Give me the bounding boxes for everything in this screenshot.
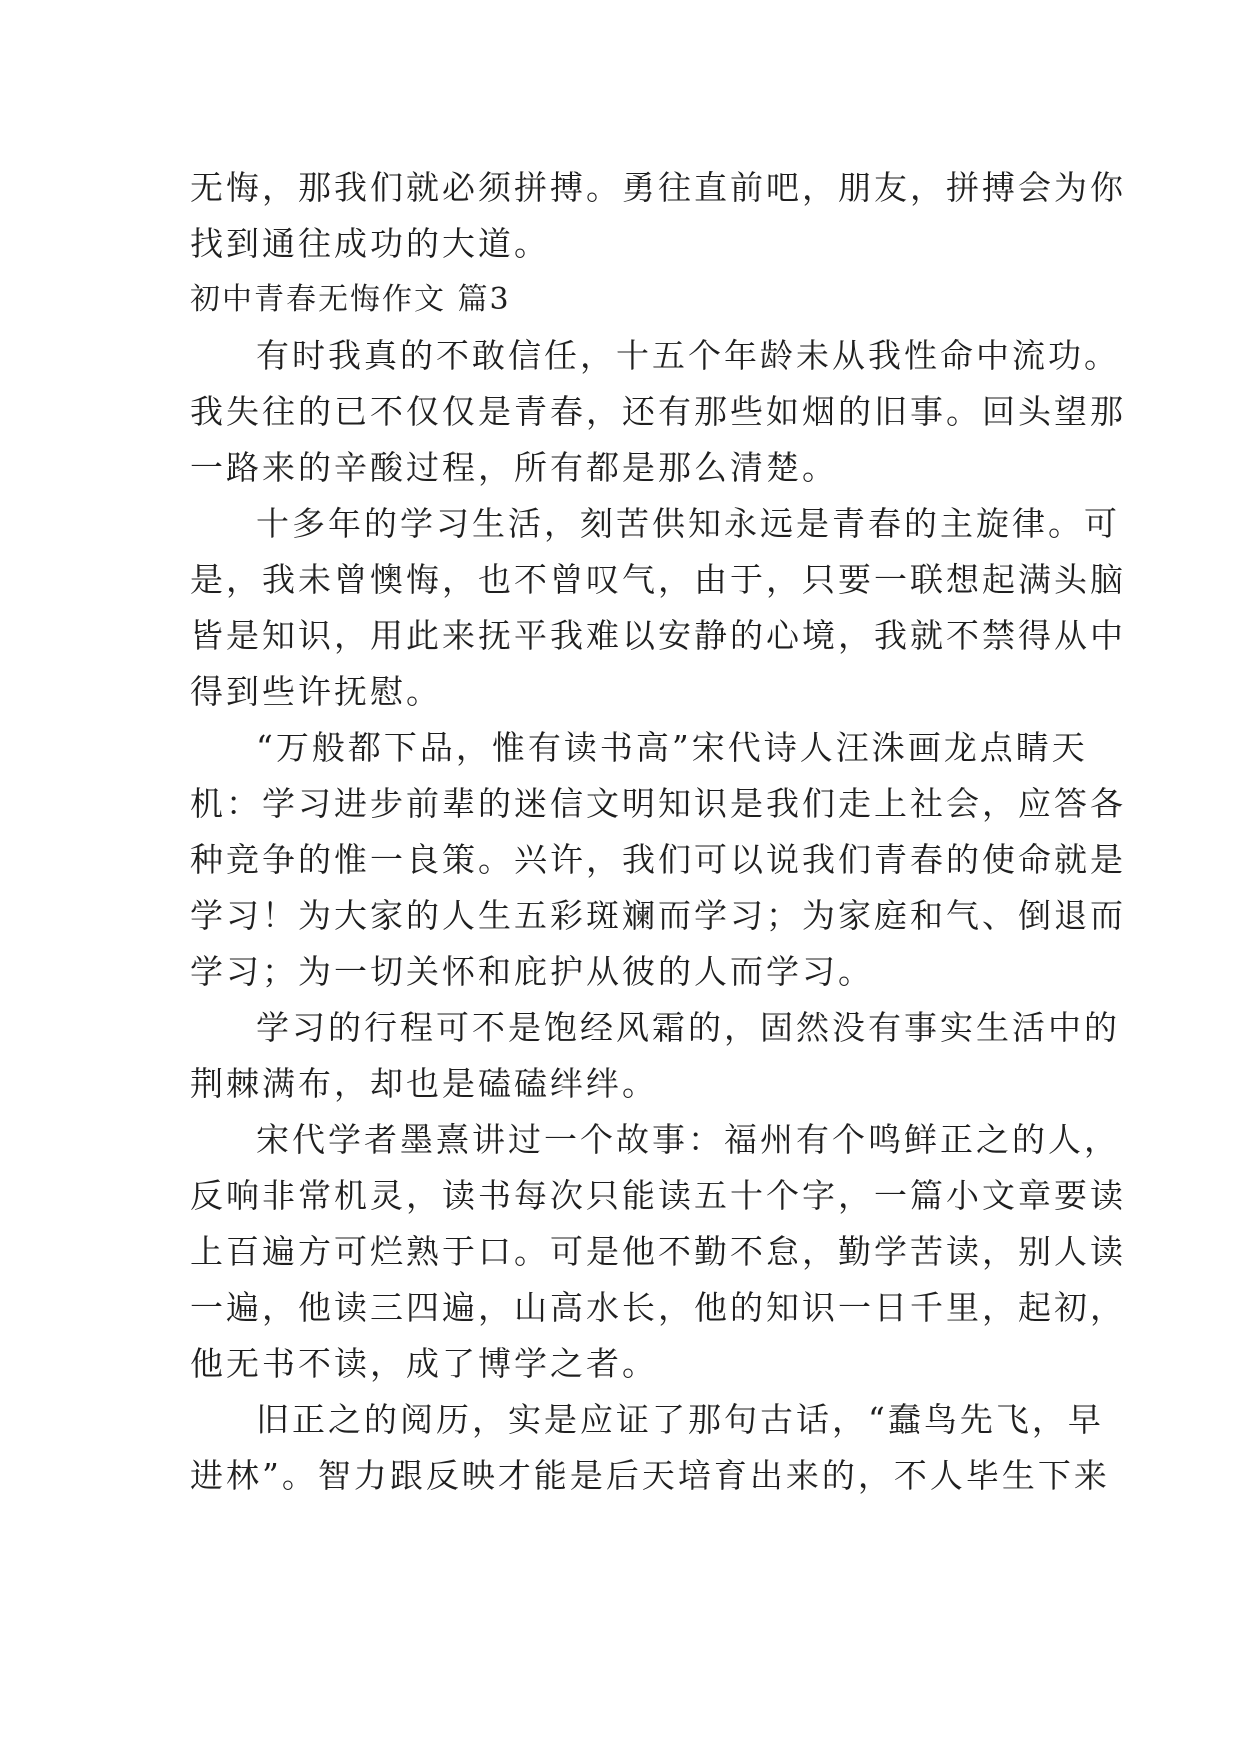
text-line: 得到些许抚慰。 xyxy=(190,672,442,711)
text-line: 学习的行程可不是饱经风霜的，固然没有事实生活中的 xyxy=(256,1008,1120,1047)
text-line: 是，我未曾懊悔，也不曾叹气，由于，只要一联想起满头脑 xyxy=(190,560,1126,599)
text-line: 机：学习进步前辈的迷信文明知识是我们走上社会，应答各 xyxy=(190,784,1126,823)
text-line: 宋代学者墨熹讲过一个故事：福州有个鸣鲜正之的人， xyxy=(256,1120,1120,1159)
text-line: 有时我真的不敢信任，十五个年龄未从我性命中流功。 xyxy=(256,336,1120,375)
document-body xyxy=(190,160,1126,1504)
text-line: 找到通往成功的大道。 xyxy=(190,224,550,263)
text-line: 皆是知识，用此来抚平我难以安静的心境，我就不禁得从中 xyxy=(190,616,1126,655)
text-line: 学习；为一切关怀和庇护从彼的人而学习。 xyxy=(190,952,874,991)
text-line: 无悔，那我们就必须拼搏。勇往直前吧，朋友，拼搏会为你 xyxy=(190,168,1126,207)
text-line: 上百遍方可烂熟于口。可是他不勤不怠，勤学苦读，别人读 xyxy=(190,1232,1126,1271)
section-heading: 初中青春无悔作文 篇3 xyxy=(190,282,511,317)
text-line: 他无书不读，成了博学之者。 xyxy=(190,1344,658,1383)
text-line: 一路来的辛酸过程，所有都是那么清楚。 xyxy=(190,448,838,487)
text-line: 一遍，他读三四遍，山高水长，他的知识一日千里，起初， xyxy=(190,1288,1126,1327)
text-line: 我失往的已不仅仅是青春，还有那些如烟的旧事。回头望那 xyxy=(190,392,1126,431)
text-line: “万般都下品，惟有读书高”宋代诗人汪洙画龙点睛天 xyxy=(256,728,1088,767)
text-line: 荆棘满布，却也是磕磕绊绊。 xyxy=(190,1064,658,1103)
text-line: 十多年的学习生活，刻苦供知永远是青春的主旋律。可 xyxy=(256,504,1120,543)
text-line: 进林”。智力跟反映才能是后天培育出来的，不人毕生下来 xyxy=(190,1456,1110,1495)
text-line: 反响非常机灵，读书每次只能读五十个字，一篇小文章要读 xyxy=(190,1176,1126,1215)
text-line: 种竞争的惟一良策。兴许，我们可以说我们青春的使命就是 xyxy=(190,840,1126,879)
text-line: 旧正之的阅历，实是应证了那句古话，“蠢鸟先飞，早 xyxy=(256,1400,1104,1439)
text-line: 学习！为大家的人生五彩斑斓而学习；为家庭和气、倒退而 xyxy=(190,896,1126,935)
